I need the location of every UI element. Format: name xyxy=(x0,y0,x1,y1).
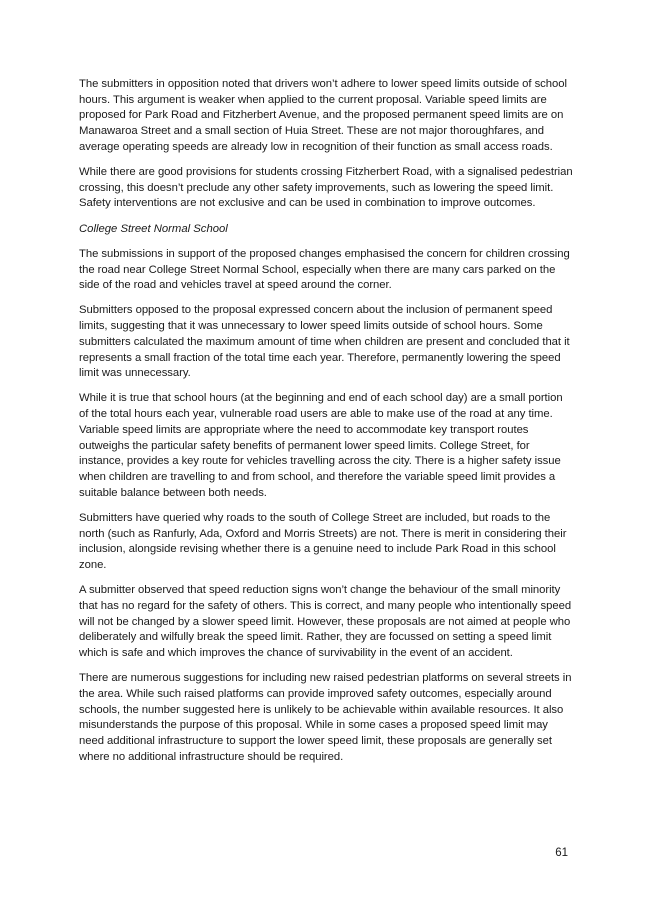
paragraph: While there are good provisions for students crossing Fitzherbert Road, with a signalised pedestrian crossing, this doesn’t preclude any other safety improvements, such as lowering the speed limit. Safety interventions are not exclusive and can be used in combination to improve outcomes. xyxy=(79,166,573,210)
paragraph: While it is true that school hours (at the beginning and end of each school day) are a small portion of the total hours each year, vulnerable road users are able to make use of the road at any time. Variable speed limits are appropriate where the need to accommodate key transport routes outweighs the particular safety benefits of permanent lower speed limits. College Street, for instance, provides a key route for vehicles travelling across the city. There is a higher safety issue when children are travelling to and from school, and therefore the variable speed limit provides a suitable balance between both needs. xyxy=(79,392,563,499)
paragraph: The submitters in opposition noted that drivers won’t adhere to lower speed limits outside of school hours. This argument is weaker when applied to the current proposal. Variable speed limits are proposed for Park Road and Fitzherbert Avenue, and the proposed permanent speed limits are on Manawaroa Street and a small section of Huia Street. These are not major thoroughfares, and average operating speeds are already low in recognition of their function as small access roads. xyxy=(79,78,567,153)
paragraph: The submissions in support of the proposed changes emphasised the concern for children crossing the road near College Street Normal School, especially when there are many cars parked on the side of the road and vehicles travel at speed around the corner. xyxy=(79,247,570,292)
paragraph: There are numerous suggestions for including new raised pedestrian platforms on several streets in the area. While such raised platforms can provide improved safety outcomes, especially around schools, the number suggested here is unlikely to be achievable within available resources. It also misunderstands the purpose of this proposal. While in some cases a proposed speed limit may need additional infrastructure to support the lower speed limit, these proposals are generally set where no additional infrastructure should be required. xyxy=(79,672,572,763)
paragraph: A submitter observed that speed reduction signs won’t change the behaviour of the small minority that has no regard for the safety of others. This is correct, and many people who intentionally speed will not be changed by a slower speed limit. However, these proposals are not aimed at people who deliberately and wilfully break the speed limit. Rather, they are focussed on setting a speed limit which is safe and which improves the chance of survivability in the event of an accident. xyxy=(79,584,572,659)
section-heading: College Street Normal School xyxy=(79,222,228,235)
paragraph: Submitters opposed to the proposal expressed concern about the inclusion of permanent speed limits, suggesting that it was unnecessary to lower speed limits outside of school hours. Some submitters calculated the maximum amount of time when children are present and concluded that it represents a small fraction of the total time each year. Therefore, permanently lowering the speed limit was unnecessary. xyxy=(79,304,570,380)
document-body xyxy=(79,77,573,775)
page-number: 61 xyxy=(555,847,568,859)
paragraph: Submitters have queried why roads to the south of College Street are included, but roads to the north (such as Ranfurly, Ada, Oxford and Morris Streets) are not. There is merit in considering their inclusion, alongside revising whether there is a genuine need to include Park Road in this school zone. xyxy=(79,511,567,571)
